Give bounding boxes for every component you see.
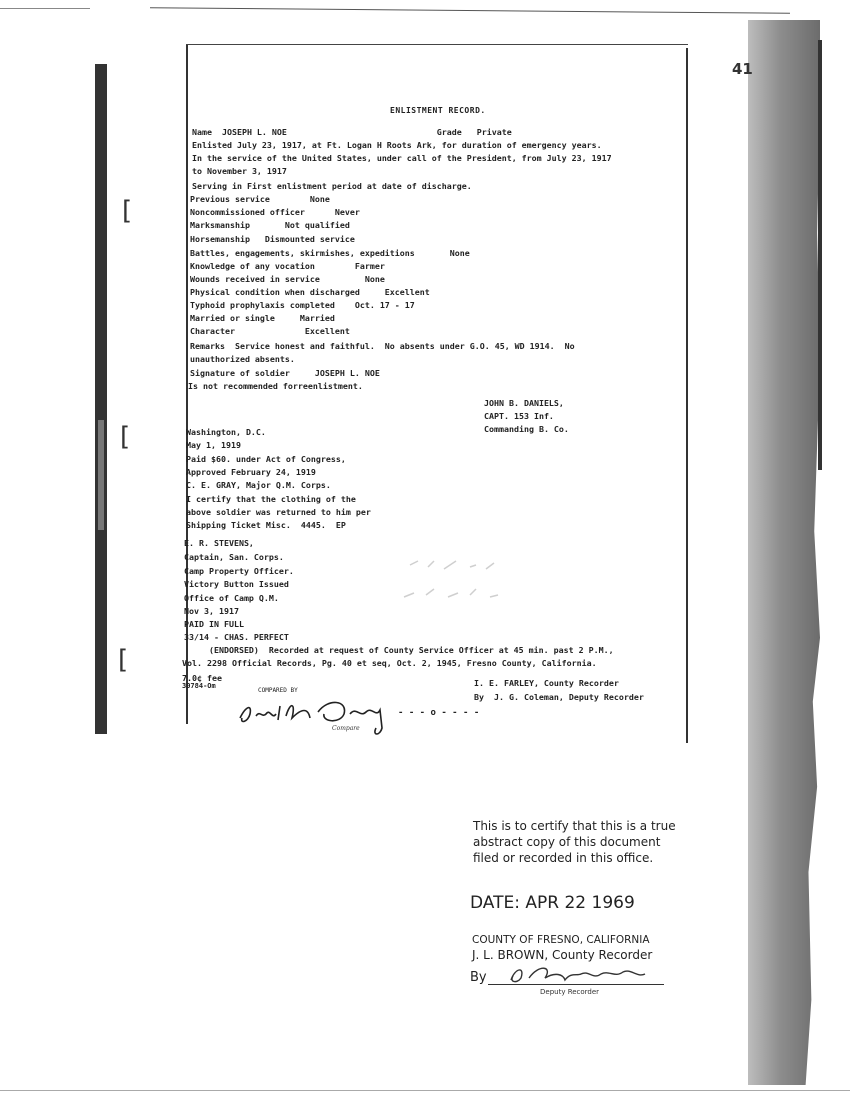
compared-signature-icon bbox=[232, 688, 402, 738]
payment-line: Shipping Ticket Misc. 4445. EP bbox=[186, 520, 346, 530]
record-line: In the service of the United States, under call of the President, from July 23, 1917 bbox=[192, 153, 612, 163]
endorsement-line: (ENDORSED) Recorded at request of County Service Officer at 45 min. past 2 P.M., bbox=[184, 645, 614, 655]
record-line: Is not recommended forreenlistment. bbox=[188, 381, 363, 391]
county-recorder-line: By J. G. Coleman, Deputy Recorder bbox=[474, 692, 644, 702]
payment-line: C. E. GRAY, Major Q.M. Corps. bbox=[186, 480, 331, 490]
property-line: Captain, San. Corps. bbox=[184, 552, 284, 562]
officer-line: CAPT. 153 Inf. bbox=[484, 411, 554, 421]
record-line: Wounds received in service None bbox=[190, 274, 385, 284]
payment-line: May 1, 1919 bbox=[186, 440, 241, 450]
scan-edge-line bbox=[0, 8, 90, 9]
payment-line: I certify that the clothing of the bbox=[186, 494, 356, 504]
property-line: 33/14 - CHAS. PERFECT bbox=[184, 632, 289, 642]
binding-margin-shade bbox=[98, 420, 104, 530]
payment-line: Paid $60. under Act of Congress, bbox=[186, 454, 346, 464]
record-frame-right bbox=[686, 48, 688, 743]
property-line: Camp Property Officer. bbox=[184, 566, 294, 576]
record-line: Noncommissioned officer Never bbox=[190, 207, 360, 217]
end-mark: - - - o - - - - bbox=[398, 708, 480, 718]
payment-line: above soldier was returned to him per bbox=[186, 507, 371, 517]
record-line: Married or single Married bbox=[190, 313, 335, 323]
fee-line: 7.0¢ fee bbox=[182, 673, 222, 683]
property-line: E. R. STEVENS, bbox=[184, 538, 254, 548]
record-line: Typhoid prophylaxis completed Oct. 17 - 17 bbox=[190, 300, 415, 310]
torn-edge-shadow bbox=[748, 20, 820, 1085]
record-line: Physical condition when discharged Excellent bbox=[190, 287, 430, 297]
property-line: Nov 3, 1917 bbox=[184, 606, 239, 616]
date-label: DATE: bbox=[470, 893, 520, 913]
record-line: Horsemanship Dismounted service bbox=[190, 234, 355, 244]
page-number: 41 bbox=[732, 60, 753, 78]
page-edge-line bbox=[818, 40, 822, 470]
punch-bracket-icon: [ bbox=[120, 422, 131, 452]
certification-text: This is to certify that this is a true abstract copy of this document filed or recorded in this office. bbox=[473, 819, 676, 865]
fee-code: 30784-Om bbox=[182, 682, 216, 690]
record-line: Marksmanship Not qualified bbox=[190, 220, 350, 230]
record-line: Battles, engagements, skirmishes, expeditions None bbox=[190, 248, 470, 258]
binding-margin bbox=[95, 64, 107, 734]
by-label: By bbox=[470, 970, 487, 985]
payment-line: Approved February 24, 1919 bbox=[186, 467, 316, 477]
punch-bracket-icon: [ bbox=[118, 645, 129, 675]
date-value: APR 22 1969 bbox=[525, 893, 635, 913]
record-line: to November 3, 1917 bbox=[192, 166, 287, 176]
officer-line: JOHN B. DANIELS, bbox=[484, 398, 564, 408]
sheet-top-edge bbox=[150, 7, 790, 14]
punch-bracket-icon: [ bbox=[122, 196, 133, 226]
record-line: Character Excellent bbox=[190, 326, 350, 336]
record-line: Enlisted July 23, 1917, at Ft. Logan H Roots Ark, for duration of emergency years. bbox=[192, 140, 602, 150]
property-line: PAID IN FULL bbox=[184, 619, 244, 629]
record-line: Previous service None bbox=[190, 194, 330, 204]
county-recorder-line: I. E. FARLEY, County Recorder bbox=[474, 678, 619, 688]
compared-label: Compare bbox=[332, 725, 360, 732]
county-name: COUNTY OF FRESNO, CALIFORNIA bbox=[472, 934, 650, 946]
recorder-name: J. L. BROWN, County Recorder bbox=[472, 948, 653, 962]
endorsement-line: Vol. 2298 Official Records, Pg. 40 et seq, Oct. 2, 1945, Fresno County, California. bbox=[182, 658, 597, 668]
compared-by-label: COMPARED BY bbox=[258, 687, 298, 694]
record-line: Signature of soldier JOSEPH L. NOE bbox=[190, 368, 380, 378]
property-line: Office of Camp Q.M. bbox=[184, 593, 279, 603]
record-line: Name JOSEPH L. NOE Grade Private bbox=[192, 127, 512, 137]
deputy-label: Deputy Recorder bbox=[540, 988, 600, 996]
officer-line: Commanding B. Co. bbox=[484, 424, 569, 434]
record-line: unauthorized absents. bbox=[190, 354, 295, 364]
record-frame-top bbox=[186, 44, 688, 45]
record-line: Serving in First enlistment period at date of discharge. bbox=[192, 181, 472, 191]
record-line: Knowledge of any vocation Farmer bbox=[190, 261, 385, 271]
property-line: Victory Button Issued bbox=[184, 579, 289, 589]
certification-date bbox=[470, 893, 635, 913]
record-line: Remarks Service honest and faithful. No absents under G.O. 45, WD 1914. No bbox=[190, 341, 575, 351]
payment-line: Washington, D.C. bbox=[186, 427, 266, 437]
faint-stamp-mark bbox=[400, 545, 580, 615]
record-title: ENLISTMENT RECORD. bbox=[390, 106, 486, 115]
deputy-signature-icon bbox=[505, 962, 665, 988]
scan-bottom-edge bbox=[0, 1090, 850, 1091]
